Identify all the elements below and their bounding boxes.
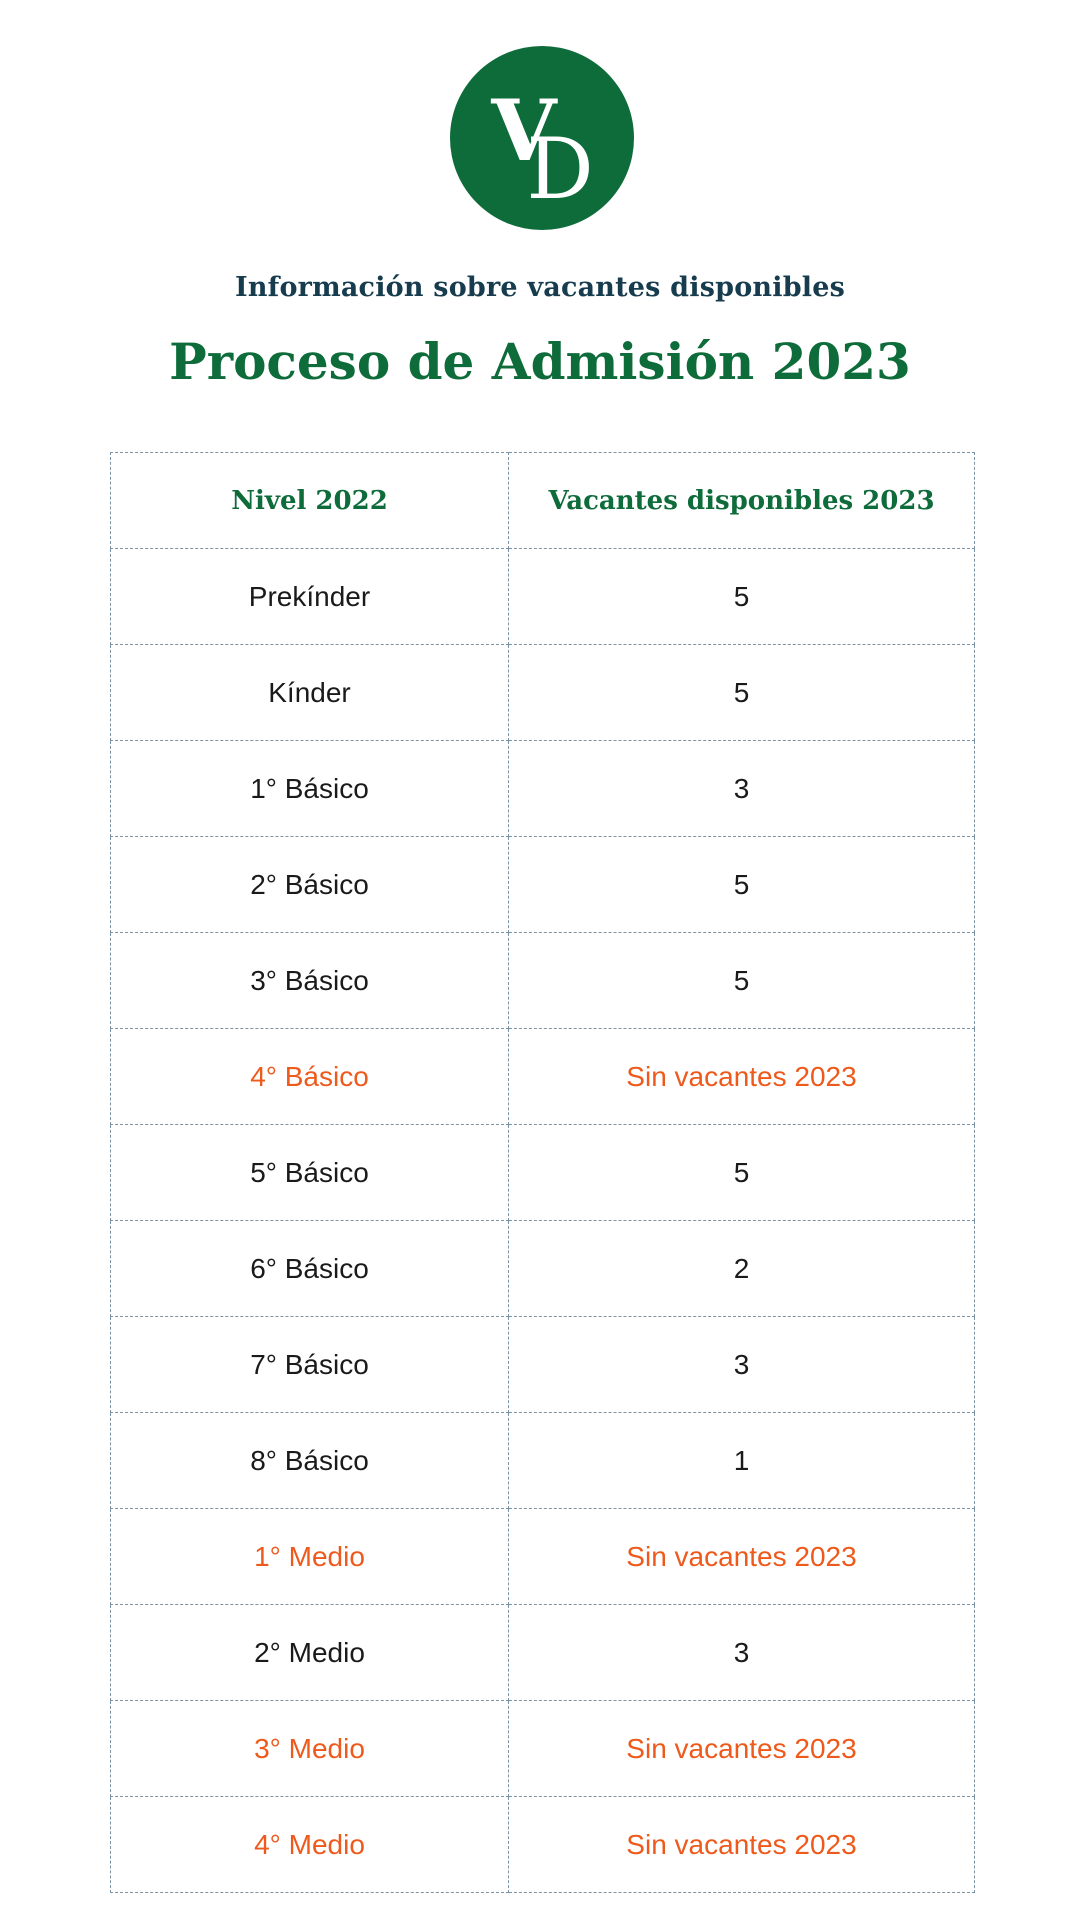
nivel-cell: 6° Básico xyxy=(111,1221,509,1317)
page-title: Proceso de Admisión 2023 xyxy=(169,332,911,391)
table-row xyxy=(111,933,975,1029)
table-row xyxy=(111,549,975,645)
vacantes-cell: 5 xyxy=(509,933,975,1029)
vacantes-cell: 1 xyxy=(509,1413,975,1509)
nivel-cell: 4° Básico xyxy=(111,1029,509,1125)
table-row xyxy=(111,1797,975,1893)
table-row xyxy=(111,741,975,837)
vacantes-cell: 3 xyxy=(509,1605,975,1701)
vacantes-cell: 3 xyxy=(509,1317,975,1413)
vacantes-cell: 5 xyxy=(509,549,975,645)
school-logo xyxy=(450,46,634,230)
table-row xyxy=(111,1701,975,1797)
vacantes-cell: 3 xyxy=(509,741,975,837)
column-header-nivel: Nivel 2022 xyxy=(111,453,509,549)
vacantes-cell: Sin vacantes 2023 xyxy=(509,1509,975,1605)
nivel-cell: 2° Básico xyxy=(111,837,509,933)
vacancies-table xyxy=(110,452,975,1893)
table-row xyxy=(111,1413,975,1509)
nivel-cell: 1° Básico xyxy=(111,741,509,837)
nivel-cell: 2° Medio xyxy=(111,1605,509,1701)
vd-monogram-icon xyxy=(450,46,634,230)
table-row xyxy=(111,645,975,741)
nivel-cell: 3° Medio xyxy=(111,1701,509,1797)
column-header-vacantes: Vacantes disponibles 2023 xyxy=(509,453,975,549)
table-row xyxy=(111,1221,975,1317)
vacantes-cell: Sin vacantes 2023 xyxy=(509,1701,975,1797)
table-row xyxy=(111,1125,975,1221)
nivel-cell: 8° Básico xyxy=(111,1413,509,1509)
table-header-row xyxy=(111,453,975,549)
table-body xyxy=(111,549,975,1893)
nivel-cell: Kínder xyxy=(111,645,509,741)
vacantes-cell: 5 xyxy=(509,837,975,933)
vacantes-cell: Sin vacantes 2023 xyxy=(509,1797,975,1893)
table-row xyxy=(111,1317,975,1413)
table-row xyxy=(111,1509,975,1605)
nivel-cell: 3° Básico xyxy=(111,933,509,1029)
nivel-cell: 4° Medio xyxy=(111,1797,509,1893)
vacantes-cell: Sin vacantes 2023 xyxy=(509,1029,975,1125)
nivel-cell: 5° Básico xyxy=(111,1125,509,1221)
page-subtitle: Información sobre vacantes disponibles xyxy=(234,272,846,303)
logo-letter-v: V xyxy=(491,81,557,180)
vacantes-cell: 5 xyxy=(509,645,975,741)
logo-letter-d: D xyxy=(526,120,594,218)
nivel-cell: Prekínder xyxy=(111,549,509,645)
table-row xyxy=(111,1605,975,1701)
nivel-cell: 1° Medio xyxy=(111,1509,509,1605)
nivel-cell: 7° Básico xyxy=(111,1317,509,1413)
table-row xyxy=(111,1029,975,1125)
vacantes-cell: 5 xyxy=(509,1125,975,1221)
table-row xyxy=(111,837,975,933)
vacantes-cell: 2 xyxy=(509,1221,975,1317)
